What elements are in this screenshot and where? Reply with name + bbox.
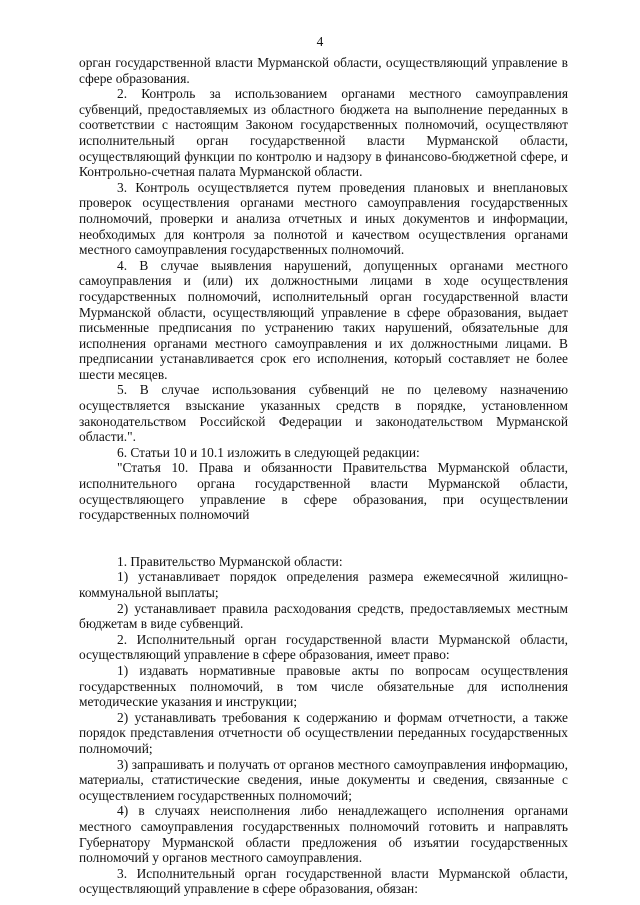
paragraph-executive-sub-4: 4) в случаях неисполнения либо ненадлежащего исполнения органами местного самоуправления государственных полномочий готовить и направлять Губернатору Мурманской области предложения об изъятии государственных полномочий у органов местного самоуправления. [79, 803, 568, 866]
paragraph-control-item-2: 2. Контроль за использованием органами местного самоуправления субвенций, предоставляемых из областного бюджета на выполнение переданных в соответствии с настоящим Законом государственных полномочий, осуществляют исполнительный орган государственной власти Мурманской области, осуществляющий функции по контролю и надзору в финансово-бюджетной сфере, и Контрольно-счетная палата Мурманской области. [79, 86, 568, 180]
paragraph-control-item-4: 4. В случае выявления нарушений, допущенных органами местного самоуправления и (или) их должностными лицами в ходе осуществления государственных полномочий, исполнительный орган государственной власти Мурманской области, осуществляющий управление в сфере образования, выдает письменные предписания по устранению таких нарушений, обязательные для исполнения органами местного самоуправления и их должностными лицами. В предписании устанавливается срок его исполнения, который составляет не более шести месяцев. [79, 257, 568, 382]
paragraph-executive-rights: 2. Исполнительный орган государственной власти Мурманской области, осуществляющий управление в сфере образования, имеет право: [79, 631, 568, 663]
section-spacer [79, 523, 568, 554]
paragraph-executive-sub-1: 1) издавать нормативные правовые акты по вопросам осуществления государственных полномочий, в том числе обязательные для исполнения методические указания и инструкции; [79, 662, 568, 710]
paragraph-continuation: орган государственной власти Мурманской области, осуществляющий управление в сфере образования. [79, 55, 568, 86]
paragraph-executive-obligations: 3. Исполнительный орган государственной власти Мурманской области, осуществляющий управление в сфере образования, обязан: [79, 865, 568, 897]
document-body [79, 55, 568, 897]
article-10-heading: "Статья 10. Права и обязанности Правительства Мурманской области, исполнительного органа государственной власти Мурманской области, осуществляющего управление в сфере образования, при осуществлении государственных полномочий [79, 460, 568, 523]
paragraph-amendment-6: 6. Статьи 10 и 10.1 изложить в следующей редакции: [117, 444, 420, 460]
paragraph-control-item-3: 3. Контроль осуществляется путем проведения плановых и внеплановых проверок осуществления органами местного самоуправления государственных полномочий, проверки и анализа отчетных и иных документов и информации, необходимых для контроля за полнотой и качеством осуществления органами местного самоуправления государственных полномочий. [79, 179, 568, 258]
paragraph-government-sub-2: 2) устанавливает правила расходования средств, предоставляемых местным бюджетам в виде субвенций. [79, 600, 568, 632]
paragraph-government-sub-1: 1) устанавливает порядок определения размера ежемесячной жилищно-коммунальной выплаты; [79, 569, 568, 600]
paragraph-executive-sub-3: 3) запрашивать и получать от органов местного самоуправления информацию, материалы, статистические сведения, иные документы и сведения, связанные с осуществлением государственных полномочий; [79, 756, 568, 803]
page-number: 4 [316, 34, 324, 49]
paragraph-government-powers: 1. Правительство Мурманской области: [117, 553, 343, 569]
paragraph-control-item-5: 5. В случае использования субвенций не по целевому назначению осуществляется взыскание указанных средств в порядке, установленном законодательством Российской Федерации и законодательством Мурманской области.". [79, 382, 568, 445]
paragraph-executive-sub-2: 2) устанавливать требования к содержанию и формам отчетности, а также порядок представления отчетности об осуществлении переданных государственных полномочий; [79, 709, 568, 756]
